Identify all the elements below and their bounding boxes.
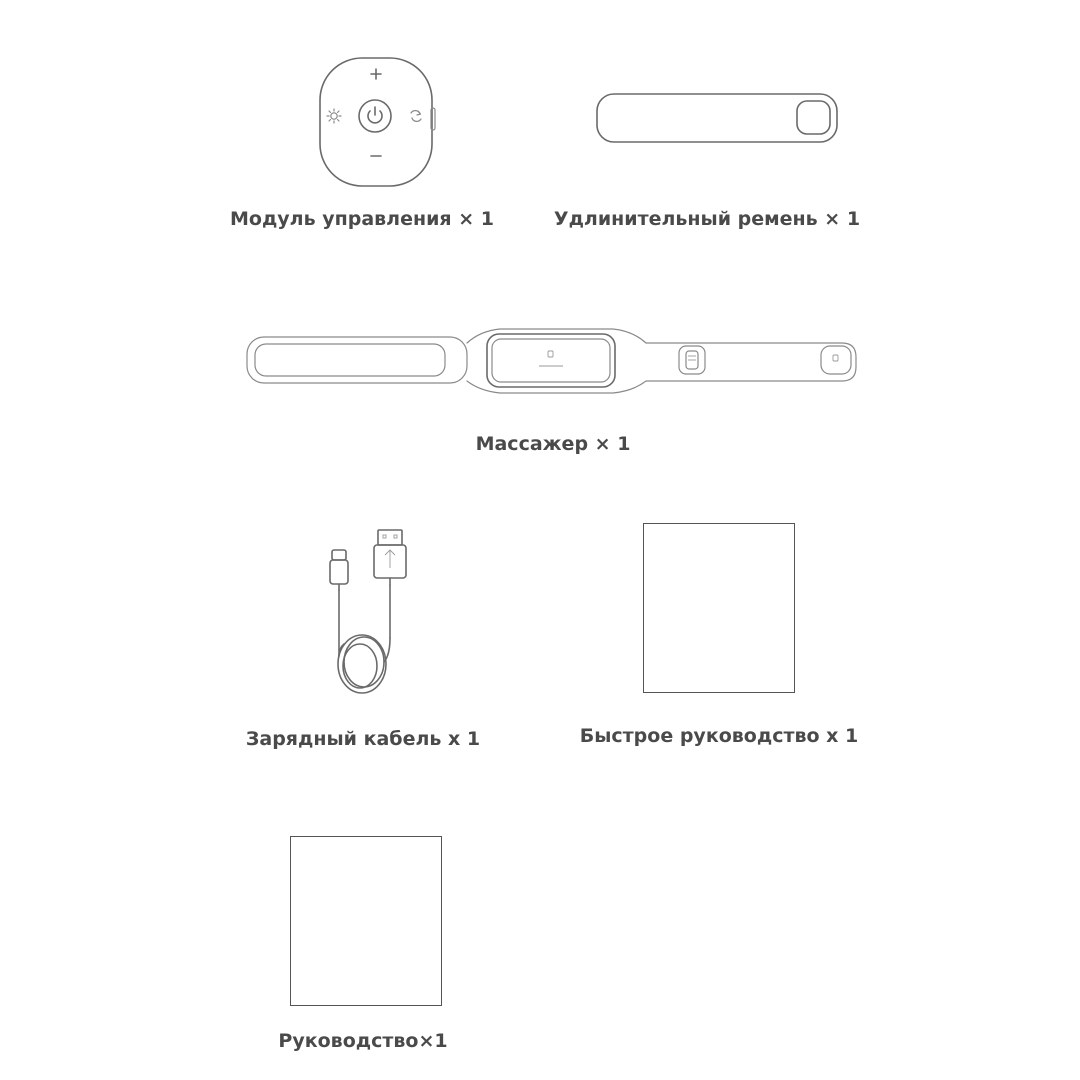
belt-buckle: [679, 346, 705, 374]
charging-cable-illustration: [0, 0, 1, 1]
usb-c-plug: [330, 550, 348, 590]
quick-guide-booklet: [643, 523, 795, 693]
plus-icon: [371, 69, 381, 79]
cycle-mode-icon: [411, 111, 421, 122]
power-button: [359, 100, 391, 132]
manual-booklet: [290, 836, 442, 1006]
control-module-caption: Модуль управления × 1: [229, 208, 495, 230]
usb-a-plug: [374, 530, 406, 585]
cable-coil: [338, 585, 390, 693]
quick-guide-caption: Быстрое руководство х 1: [579, 725, 859, 747]
extension-strap-caption: Удлинительный ремень × 1: [553, 208, 861, 230]
charging-cable-caption: Зарядный кабель х 1: [245, 728, 481, 750]
massager-caption: Массажер × 1: [475, 433, 631, 455]
manual-caption: Руководство×1: [278, 1030, 448, 1052]
sun-icon: [327, 109, 341, 123]
belt-end-module: [821, 346, 851, 374]
